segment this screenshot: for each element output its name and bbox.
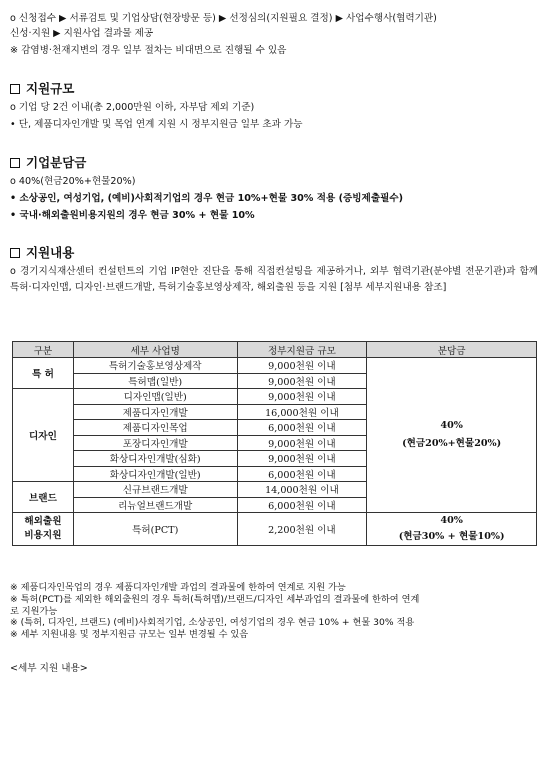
cost-share-line-3: • 국내·해외출원비용지원의 경우 현금 30% + 현물 10% (10, 210, 255, 221)
table-header-row (13, 342, 537, 358)
program-amount: 6,000천원 이내 (237, 466, 367, 482)
program-amount: 9,000천원 이내 (237, 358, 367, 374)
cost-share-line-1: o 40%(현금20%+현물20%) (10, 176, 136, 187)
group-brand: 브랜드 (13, 482, 74, 513)
process-note: ※ 감염병·천재지변의 경우 일부 절차는 비대면으로 진행될 수 있음 (10, 45, 287, 56)
process-line-1: o 신청접수 ▶ 서류검토 및 기업상담(현장방문 등) ▶ 선정심의(지원필요 결정) ▶ 사업수행사(협력기관) (10, 13, 437, 24)
note-line: ※ 제품디자인목업의 경우 제품디자인개발 과업의 결과물에 한하여 연계로 지원 가능 (10, 582, 346, 593)
share-overseas (367, 513, 537, 546)
table-row (13, 513, 537, 546)
share-overseas-line-1: 40% (440, 515, 463, 526)
program-amount: 6,000천원 이내 (237, 420, 367, 436)
program-name: 신규브랜드개발 (73, 482, 237, 498)
process-line-2: 신성·지원 ▶ 지원사업 결과물 제공 (10, 28, 154, 39)
program-name: 화상디자인개발(일반) (73, 466, 237, 482)
content-paragraph: o 경기지식재산센터 컨설턴트의 기업 IP현안 진단을 통해 직접컨설팅을 제공하거나, 외부 협력기관(분야별 전문기관)과 함께 특허·디자인맵, 디자인·브랜드개발, 특허기술홍보영상제작, 해외출원 등을 지원 [첨부 세부지원내용 참조] (10, 266, 538, 293)
program-amount: 16,000천원 이내 (237, 404, 367, 420)
heading-text: 지원내용 (26, 245, 75, 260)
share-main-line-2: (현금20%+현물20%) (402, 438, 502, 449)
note-line: ※ 세부 지원내용 및 정부지원금 규모는 일부 변경될 수 있음 (10, 629, 249, 641)
support-table (12, 341, 537, 546)
heading-text: 지원규모 (26, 81, 75, 96)
share-main-line-1: 40% (440, 420, 463, 431)
header-category: 구분 (13, 342, 74, 358)
program-name: 특허(PCT) (73, 513, 237, 546)
program-name: 화상디자인개발(심화) (73, 451, 237, 467)
program-name: 제품디자인목업 (73, 420, 237, 436)
checkbox-square-icon (10, 248, 20, 258)
group-design: 디자인 (13, 389, 74, 482)
group-overseas-line-1: 해외출원 (24, 516, 62, 527)
note-line: ※ 특허(PCT)를 제외한 해외출원의 경우 특허(특허맵)/브랜드/디자인 세부과업의 결과물에 한하여 연계 (10, 593, 420, 605)
note-line: 로 지원가능 (10, 605, 58, 617)
table-notes (10, 582, 540, 641)
program-name: 포장디자인개발 (73, 435, 237, 451)
program-amount: 9,000천원 이내 (237, 451, 367, 467)
share-main (367, 358, 537, 513)
scale-line-1: o 기업 당 2건 이내(총 2,000만원 이하, 자부담 제외 기준) (10, 102, 255, 113)
table-row (13, 358, 537, 374)
scale-line-2: • 단, 제품디자인개발 및 목업 연계 지원 시 정부지원금 일부 초과 가능 (10, 119, 303, 130)
group-overseas (13, 513, 74, 546)
header-program: 세부 사업명 (73, 342, 237, 358)
program-name: 디자인맵(일반) (73, 389, 237, 405)
program-name: 특허기술홍보영상제작 (73, 358, 237, 374)
heading-text: 기업분담금 (26, 155, 87, 170)
group-patent: 특 허 (13, 358, 74, 389)
program-amount: 2,200천원 이내 (237, 513, 367, 546)
program-name: 특허맵(일반) (73, 373, 237, 389)
program-amount: 14,000천원 이내 (237, 482, 367, 498)
header-share: 분담금 (367, 342, 537, 358)
program-amount: 9,000천원 이내 (237, 373, 367, 389)
program-name: 제품디자인개발 (73, 404, 237, 420)
share-overseas-line-2: (현금30% + 현물10%) (398, 531, 505, 542)
checkbox-square-icon (10, 158, 20, 168)
program-amount: 9,000천원 이내 (237, 435, 367, 451)
cost-share-line-2: • 소상공인, 여성기업, (예비)사회적기업의 경우 현금 10%+현물 30% 적용 (증빙제출필수) (10, 193, 404, 204)
header-amount: 정부지원금 규모 (237, 342, 367, 358)
section-heading-scale (10, 81, 74, 96)
program-amount: 9,000천원 이내 (237, 389, 367, 405)
program-amount: 6,000천원 이내 (237, 497, 367, 513)
note-line: ※ (특허, 디자인, 브랜드) (예비)사회적기업, 소상공인, 여성기업의 경우 현금 10% + 현물 30% 적용 (10, 617, 415, 629)
section-heading-content (10, 245, 74, 260)
program-name: 리뉴얼브랜드개발 (73, 497, 237, 513)
group-overseas-line-2: 비용지원 (24, 530, 62, 541)
checkbox-square-icon (10, 84, 20, 94)
section-heading-cost-share (10, 155, 86, 170)
footer-caption: <세부 지원 내용> (10, 663, 88, 674)
